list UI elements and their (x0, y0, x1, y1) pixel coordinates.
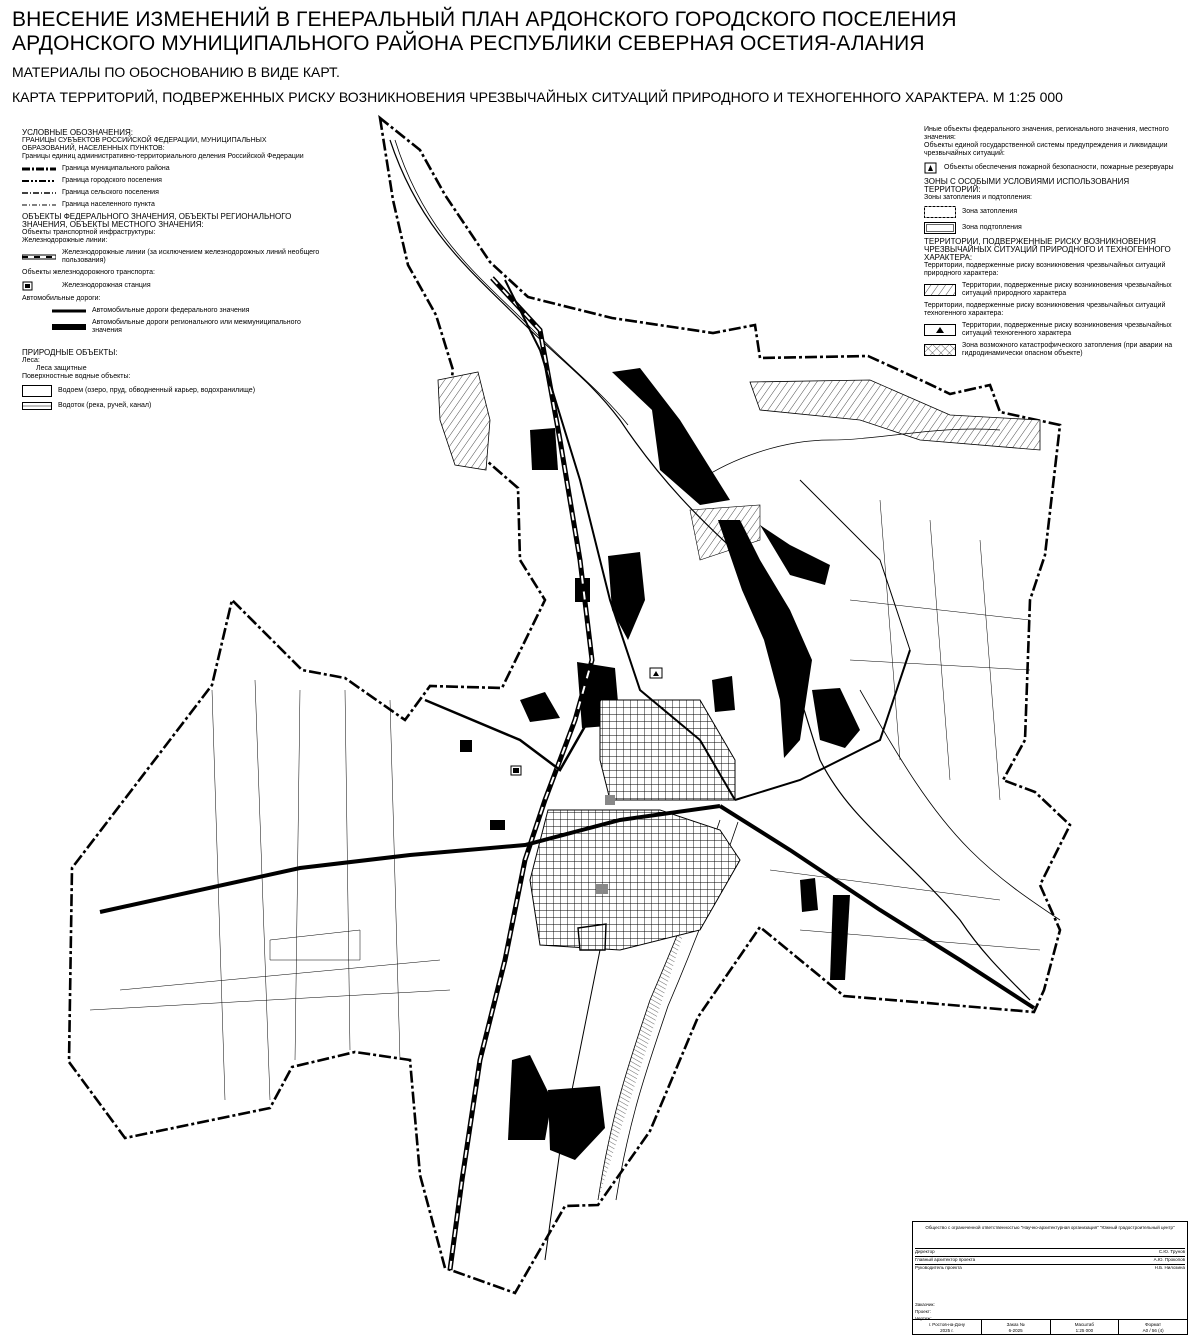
legend-label: Территории, подверженные риску возникновения чрезвычайных ситуаций техногенного характера (962, 322, 1172, 337)
stamp-sheet-label: Формат (1145, 1322, 1162, 1327)
city-block-north (600, 700, 735, 800)
legend-transport-heading: Объекты транспортной инфраструктуры: (22, 229, 156, 236)
risk-area-1 (612, 368, 730, 505)
risk-area-3 (760, 525, 830, 585)
legend-label: Территории, подверженные риску возникновения чрезвычайных ситуаций природного характера (962, 282, 1172, 297)
risk-area-15 (460, 740, 472, 752)
legend-natural-risk-heading: Территории, подверженные риску возникновения чрезвычайных ситуаций природного характера: (924, 262, 1166, 277)
legend-label: Граница сельского поселения (62, 189, 159, 196)
legend-label: Автомобильные дороги регионального или межмуниципального значения (92, 319, 301, 334)
legend-tech-risk-heading: Территории, подверженные риску возникновения чрезвычайных ситуаций техногенного характера: (924, 302, 1166, 317)
stamp-order-label: Заказ № (1006, 1322, 1025, 1327)
legend-roads-heading: Автомобильные дороги: (22, 295, 101, 302)
subtitle-line-1: МАТЕРИАЛЫ ПО ОБОСНОВАНИЮ В ВИДЕ КАРТ. (12, 64, 340, 80)
legend-label: Зона подтопления (962, 224, 1022, 231)
city-park-1 (605, 795, 615, 805)
subtitle-line-2: КАРТА ТЕРРИТОРИЙ, ПОДВЕРЖЕННЫХ РИСКУ ВОЗНИКНОВЕНИЯ ЧРЕЗВЫЧАЙНЫХ СИТУАЦИЙ ПРИРОДНОГО И ТЕХНОГЕННОГО ХАРАКТЕРА. М 1:25 000 (12, 89, 1063, 105)
stamp-bottom-row (913, 1319, 1187, 1334)
stamp-row-project-lead (915, 1264, 1185, 1272)
stamp-scale-cell (1050, 1320, 1119, 1334)
legend-label: Зона возможного катастрофического затопления (при аварии на гидродинамически опасном объекте) (962, 342, 1173, 357)
natural-risk-zone-river-north (438, 372, 490, 470)
legend-zones-heading: ЗОНЫ С ОСОБЫМИ УСЛОВИЯМИ ИСПОЛЬЗОВАНИЯ ТЕРРИТОРИЙ: (924, 177, 1130, 194)
risk-area-4 (712, 676, 735, 712)
title-line-1: ВНЕСЕНИЕ ИЗМЕНЕНИЙ В ГЕНЕРАЛЬНЫЙ ПЛАН АРДОНСКОГО ГОРОДСКОГО ПОСЕЛЕНИЯ (12, 8, 957, 31)
stamp-sheet-cell (1118, 1320, 1187, 1334)
fire-station-icon (650, 668, 662, 678)
stamp-order-no: 6-2025 (1008, 1328, 1023, 1333)
legend-heading: УСЛОВНЫЕ ОБОЗНАЧЕНИЯ: (22, 128, 133, 137)
legend-label: Автомобильные дороги федерального значения (92, 307, 250, 314)
risk-area-11 (508, 1055, 552, 1140)
stamp-year: 2025 г. (940, 1328, 954, 1333)
legend-flood-heading: Зоны затопления и подтопления: (924, 194, 1032, 201)
legend-water-heading: Поверхностные водные объекты: (22, 373, 131, 380)
stamp-scale-label: Масштаб (1074, 1322, 1094, 1327)
legend-label: Железнодорожные линии (за исключением железнодорожных линий необщего пользования) (62, 249, 320, 264)
stamp-order-cell (981, 1320, 1050, 1334)
legend-label: Граница населенного пункта (62, 201, 155, 208)
stamp-name: А.Ю. Прокопов (1153, 1257, 1185, 1262)
stamp-role: Руководитель проекта (915, 1265, 962, 1270)
risk-territories-map (0, 100, 1200, 1341)
natural-risk-zone-east (750, 380, 1040, 450)
federal-road-east (720, 806, 1034, 1008)
risk-area-9 (530, 428, 558, 470)
stamp-scale: 1:25 000 (1075, 1328, 1094, 1333)
legend-natural-heading: ПРИРОДНЫЕ ОБЪЕКТЫ: (22, 348, 118, 357)
stamp-role: Главный архитектор проекта (915, 1257, 976, 1262)
risk-area-12 (548, 1086, 605, 1160)
stamp-customer-label: Заказчик: (915, 1302, 935, 1307)
stamp-name: С.Ю. Трунов (1158, 1249, 1185, 1254)
legend-label: Железнодорожная станция (62, 282, 151, 289)
legend-label: Объекты обеспечения пожарной безопасности, пожарные резервуары (944, 164, 1174, 171)
risk-area-8 (608, 552, 645, 640)
legend-risk-heading: ТЕРРИТОРИИ, ПОДВЕРЖЕННЫЕ РИСКУ ВОЗНИКНОВЕНИЯ ЧРЕЗВЫЧАЙНЫХ СИТУАЦИЙ ПРИРОДНОГО И ТЕХНОГЕННОГО ХАРАКТЕРА: (924, 237, 1171, 262)
stamp-city-cell (913, 1320, 981, 1334)
stamp-name: Н.Б. Нилозина (1154, 1265, 1185, 1270)
railway-station-icon (511, 766, 521, 775)
stamp-drawing-label: Чертеж: (915, 1316, 932, 1321)
legend-label: Водоток (река, ручей, канал) (58, 402, 152, 409)
risk-area-16 (490, 820, 505, 830)
city-park-2 (596, 884, 608, 894)
stamp-city: г. Ростов-на-Дону (928, 1322, 966, 1327)
risk-area-7 (520, 692, 560, 722)
risk-area-13 (800, 878, 818, 912)
city-block-south (530, 810, 740, 950)
stamp-role: Директор (915, 1249, 935, 1254)
map-header (12, 8, 1192, 106)
legend-forests-protective: Леса защитные (36, 365, 87, 372)
legend-rail-heading: Железнодорожные линии: (22, 237, 108, 244)
legend-label: Граница городского поселения (62, 177, 162, 184)
legend-rail-objects-heading: Объекты железнодорожного транспорта: (22, 269, 155, 276)
risk-area-5 (812, 688, 860, 748)
field-lines-west (90, 680, 450, 1100)
legend-label: Водоем (озеро, пруд, обводненный карьер, водохранилище) (58, 387, 256, 394)
stamp-sheet: А0 / 56 (4) (1142, 1328, 1164, 1333)
legend-emergency-objects: Объекты единой государственной системы предупреждения и ликвидации чрезвычайных ситуаций: (924, 142, 1168, 157)
stamp-row-director (915, 1248, 1185, 1256)
industrial-block (578, 924, 606, 950)
legend-objects-heading: ОБЪЕКТЫ ФЕДЕРАЛЬНОГО ЗНАЧЕНИЯ, ОБЪЕКТЫ РЕГИОНАЛЬНОГО ЗНАЧЕНИЯ, ОБЪЕКТЫ МЕСТНОГО ЗНАЧЕНИЯ: (22, 212, 292, 229)
legend-label: Зона затопления (962, 208, 1018, 215)
stamp-organization: Общество с ограниченной ответственностью "Научно-архитектурная организация" "Южный градостроительный центр" (925, 1225, 1175, 1230)
legend-borders-sub: Границы единиц административно-территориального деления Российской Федерации (22, 153, 304, 160)
legend-other-objects: Иные объекты федерального значения, регионального значения, местного значения: (924, 126, 1169, 141)
legend-label: Граница муниципального района (62, 165, 170, 172)
stamp-row-chief-architect (915, 1256, 1185, 1264)
stamp-project-label: Проект: (915, 1309, 932, 1314)
title-block-stamp (912, 1221, 1188, 1335)
title-line-2: АРДОНСКОГО МУНИЦИПАЛЬНОГО РАЙОНА РЕСПУБЛИКИ СЕВЕРНАЯ ОСЕТИЯ-АЛАНИЯ (12, 32, 925, 55)
legend-forests: Леса: (22, 357, 40, 364)
regional-road-nw (425, 700, 600, 770)
risk-area-14 (830, 895, 850, 980)
legend-borders-heading: ГРАНИЦЫ СУБЪЕКТОВ РОССИЙСКОЙ ФЕДЕРАЦИИ, МУНИЦИПАЛЬНЫХ ОБРАЗОВАНИЙ, НАСЕЛЕННЫХ ПУНКТОВ: (22, 137, 267, 152)
